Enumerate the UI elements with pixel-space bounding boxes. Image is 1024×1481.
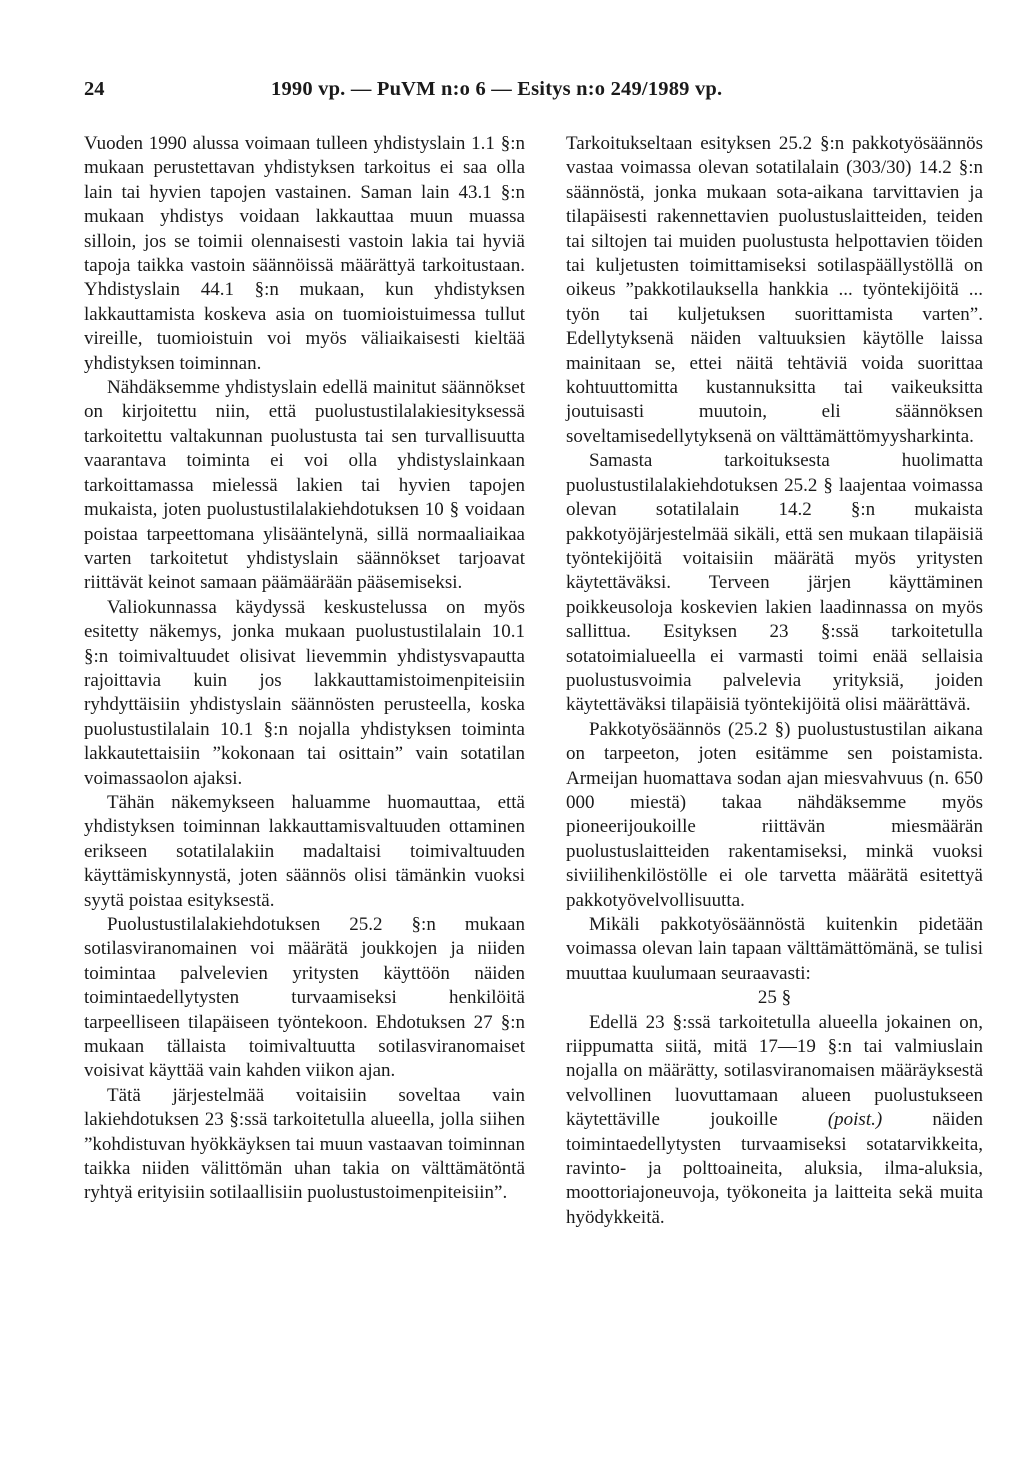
left-paragraph-6: Tätä järjestelmää voitaisiin soveltaa vain lakiehdotuksen 23 §:ssä tarkoitetulla alueella, jolla siihen ”kohdistuvan hyökkäyksen tai muun vastaavan toiminnan taikka niiden välittömän uhan takia on välttämätöntä ryhtyä erityisiin sotilaallisiin puolustustoimenpiteisiin”. — [84, 1084, 525, 1204]
left-paragraph-1: Vuoden 1990 alussa voimaan tulleen yhdistyslain 1.1 §:n mukaan perustettavan yhdistyksen tarkoitus ei saa olla lain tai hyvien tapojen vastainen. Saman lain 43.1 §:n mukaan yhdistys voidaan lakkauttaa muun muassa silloin, jos se toimii olennaisesti vastoin lakia tai hyviä tapoja taikka vastoin säännöissä määrättyä tarkoitustaan. Yhdistyslain 44.1 §:n mukaan, kun yhdistyksen lakkauttamista koskeva asia on tuomioistuimessa tullut vireille, tuomioistuin voi myös väliaikaisesti kieltää yhdistyksen toiminnan. — [84, 133, 525, 374]
left-column — [84, 132, 525, 1206]
left-paragraph-2: Nähdäksemme yhdistyslain edellä mainitut säännökset on kirjoitettu niin, että puolustustilalakiesityksessä tarkoitettu valtakunnan puolustusta tai sen turvallisuutta vaarantava toiminta ei voi olla yhdistyslainkaan tarkoittamassa mielessä lakien tai hyvien tapojen mukaista, joten puolustustilalakiehdotuksen 10 § voidaan poistaa tarpeettomana ylisääntelynä, sillä normaaliaikaa varten tarkoitetut yhdistyslain säännökset tarjoavat riittävät keinot samaan päämäärään pääsemiseksi. — [84, 377, 525, 594]
right-paragraph-4: Mikäli pakkotyösäännöstä kuitenkin pidetään voimassa olevan lain tapaan välttämättömänä, se tulisi muuttaa kuulumaan seuraavasti: — [566, 914, 983, 984]
right-column — [566, 132, 983, 1230]
section-body-end: näiden toimintaedellytysten turvaamiseksi sotatarvikkeita, ravinto- ja polttoaineita, aluksia, ilma-aluksia, moottoriajoneuvoja, työkoneita ja laitteita sekä muita hyödykkeitä. — [566, 1109, 983, 1228]
section-body-italic: (poist.) — [827, 1109, 883, 1131]
section-body — [566, 1011, 983, 1231]
left-paragraph-3: Valiokunnassa käydyssä keskustelussa on myös esitetty näkemys, jonka mukaan puolustustilalain 10.1 §:n toimivaltuudet olisivat lievemmin yhdistysvapautta rajoittavia kuin jos lakkauttamistoimenpiteisiin ryhdyttäisiin yhdistyslain säännösten perusteella, koska puolustustilalain 10.1 §:n nojalla yhdistyksen toiminta lakkautettaisiin ”kokonaan tai osittain” vain sotatilan voimassaolon ajaksi. — [84, 596, 525, 789]
section-heading: 25 § — [757, 987, 792, 1009]
running-title: 1990 vp. — PuVM n:o 6 — Esitys n:o 249/1989 vp. — [271, 78, 723, 100]
page-header — [84, 74, 984, 104]
section-body-start: Edellä 23 §:ssä tarkoitetulla alueella jokainen on, riippumatta siitä, mitä 17—19 §:n tai valmiuslain nojalla on määrätty, sotilasviranomaisen määräyksestä velvollinen luovuttamaan alueen puolustukseen käytettäville joukoille — [566, 1011, 983, 1131]
right-paragraph-3: Pakkotyösäännös (25.2 §) puolustustustilan aikana on tarpeeton, joten esitämme sen poistamista. Armeijan huomattava sodan ajan miesvahvuus (n. 650 000 miestä) takaa nähdäksemme myös pioneerijoukoille riittävän miesmäärän puolustuslaitteiden rakentamiseksi, minkä vuoksi siviilihenkilöstölle ei ole tarvetta määrätä esitettyä pakkotyövelvollisuutta. — [566, 718, 983, 911]
right-paragraph-2: Samasta tarkoituksesta huolimatta puolustustilalakiehdotuksen 25.2 § laajentaa voimassa olevan sotatilalain 14.2 §:n mukaista pakkotyöjärjestelmää sikäli, että sen mukaan tilapäisiä työntekijöitä voitaisiin määrätä myös yritysten käytettäväksi. Terveen järjen käyttäminen poikkeusoloja koskevien lakien laadinnassa on myös sallittua. Esityksen 23 §:ssä tarkoitetulla sotatoimialueella ei varmasti toimi enää sellaisia puolustusvoimia palvelevia yrityksiä, joiden käytettäväksi tilapäisiä työntekijöitä olisi määrättävä. — [566, 450, 983, 716]
page-number: 24 — [84, 78, 105, 100]
left-paragraph-4: Tähän näkemykseen haluamme huomauttaa, että yhdistyksen toiminnan lakkauttamisvaltuuden ottaminen erikseen sotatilalakiin madaltaisi toimivaltuuden käyttämiskynnystä, joten säännös olisi tämänkin vuoksi syytä poistaa esityksestä. — [84, 791, 525, 911]
left-paragraph-5: Puolustustilalakiehdotuksen 25.2 §:n mukaan sotilasviranomainen voi määrätä joukkojen ja niiden toimintaa palvelevien yritysten käyttöön näiden toimintaedellytysten turvaamiseksi henkilöitä tarpeelliseen tilapäiseen työntekoon. Ehdotuksen 27 §:n mukaan tällaista toimivaltuutta sotilasviranomaiset voisivat käyttää vain kahden viikon ajan. — [84, 914, 525, 1082]
right-paragraph-1: Tarkoitukseltaan esityksen 25.2 §:n pakkotyösäännös vastaa voimassa olevan sotatilalain (303/30) 14.2 §:n säännöstä, jonka mukaan sota-aikana tarvittavien ja tilapäisesti rakennettavien puolustuslaitteiden, teiden tai siltojen tai muiden puolustusta helpottavien töiden tai kuljetusten toimittamiseksi sotilaspäällystöllä on oikeus ”pakkotilauksella hankkia ... työntekijöitä ... työn tai kuljetuksen suorittamista varten”. Edellytyksenä näiden valtuuksien käytölle laissa mainitaan se, ettei näitä tehtäviä voida suorittaa kohtuuttomitta kustannuksitta tai vaikeuksitta joutuisasti muutoin, eli säännöksen soveltamisedellytyksenä on välttämättömyysharkinta. — [566, 133, 983, 447]
